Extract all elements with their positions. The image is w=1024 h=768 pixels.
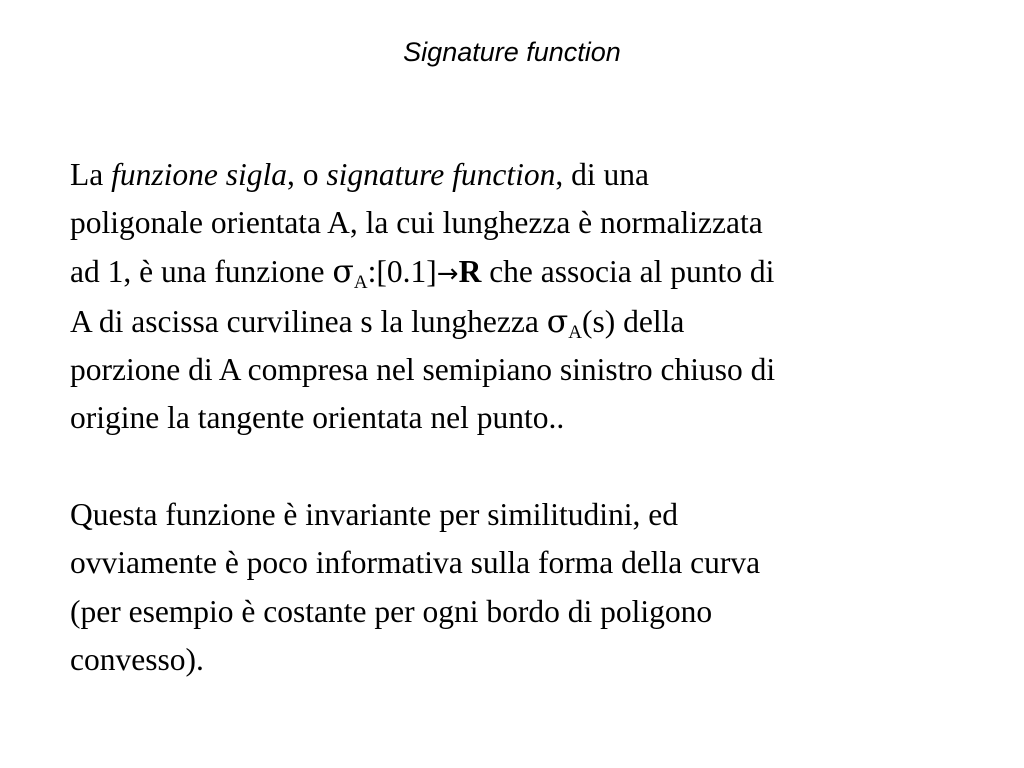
italic-term-signature-function: signature function	[326, 157, 556, 192]
subscript-a: A	[568, 321, 582, 343]
italic-term-funzione-sigla: funzione sigla	[111, 157, 287, 192]
paragraph-invariance	[70, 491, 990, 684]
sigma-symbol: σ	[546, 303, 569, 340]
text-run: che associa al punto di	[481, 253, 775, 289]
text-line: poligonale orientata A, la cui lunghezza è normalizzata	[70, 205, 763, 241]
paragraph-spacer	[70, 443, 990, 491]
text-run: (s) della	[581, 303, 685, 339]
text-line	[70, 151, 990, 199]
right-arrow-icon: →	[436, 258, 459, 289]
text-line: porzione di A compresa nel semipiano sinistro chiuso di	[70, 352, 776, 388]
text-line	[70, 248, 990, 298]
bold-real-set: R	[458, 253, 482, 289]
text-line: (per esempio è costante per ogni bordo di poligono	[70, 593, 713, 629]
text-run: La	[70, 157, 112, 192]
text-run: , di una	[555, 157, 649, 192]
slide-title: Signature function	[403, 37, 621, 67]
text-run: :[0.1]	[367, 253, 437, 289]
subscript-a: A	[353, 271, 368, 293]
text-line: origine la tangente orientata nel punto..	[70, 400, 565, 436]
slide-body	[70, 151, 990, 684]
text-line: ovviamente è poco informativa sulla forma della curva	[70, 545, 761, 581]
paragraph-definition	[70, 151, 990, 443]
text-line: convesso).	[70, 641, 204, 677]
text-run: A di ascissa curvilinea s la lunghezza	[70, 303, 547, 339]
text-run: , o	[287, 157, 327, 192]
text-line	[70, 298, 990, 346]
sigma-symbol: σ	[332, 253, 354, 290]
text-run: ad 1, è una funzione	[70, 253, 333, 289]
text-line: Questa funzione è invariante per similitudini, ed	[70, 497, 678, 533]
